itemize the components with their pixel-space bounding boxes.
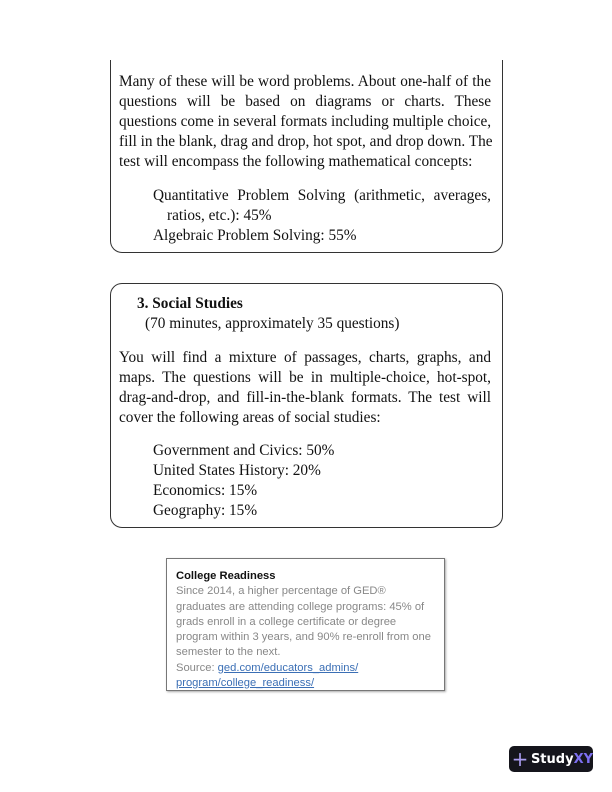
math-paragraph-line: fill in the blank, drag and drop, hot spot, and drop down. The [119,133,493,150]
social-area-item: Economics: 15% [153,482,258,499]
source-label: Source: [176,661,218,674]
social-area-item: United States History: 20% [153,462,321,479]
college-readiness-callout [166,558,445,691]
math-paragraph-line: Many of these will be word problems. About one-half of the [119,73,491,90]
social-paragraph-line: maps. The questions will be in multiple-choice, hot-spot, [119,369,491,386]
math-paragraph-line: questions come in several formats including multiple choice, [119,113,492,130]
section-heading: 3. Social Studies [137,295,243,312]
studyxy-badge[interactable] [509,746,593,772]
social-area-item: Government and Civics: 50% [153,442,335,459]
brand-text-accent: XY [573,751,593,767]
math-paragraph-line: questions will be based on diagrams or charts. These [119,93,491,110]
math-concept-item: Quantitative Problem Solving (arithmetic, averages, [153,187,491,204]
callout-body: Since 2014, a higher percentage of GED® graduates are attending college programs: 45% of grads enroll in a college certificate or degree program within 3 years, and 90% re-enroll from one semester to the next. [176,585,431,659]
brand-text: Study [530,751,574,767]
math-concept-item-cont: ratios, etc.): 45% [167,207,272,224]
source-link-cont[interactable]: program/college_readiness/ [176,677,315,690]
math-paragraph-line: test will encompass the following mathematical concepts: [119,153,473,170]
plus-icon: + [511,747,529,771]
social-paragraph-line: You will find a mixture of passages, charts, graphs, and [119,349,491,366]
social-paragraph-line: drag-and-drop, and fill-in-the-blank formats. The test will [119,389,491,406]
social-area-item: Geography: 15% [153,502,258,519]
math-concept-item: Algebraic Problem Solving: 55% [153,227,357,244]
callout-title: College Readiness [176,570,276,582]
source-link[interactable]: ged.com/educators_admins/ [217,661,359,674]
social-paragraph-line: cover the following areas of social studies: [119,409,381,426]
section-subheading: (70 minutes, approximately 35 questions) [145,315,400,332]
